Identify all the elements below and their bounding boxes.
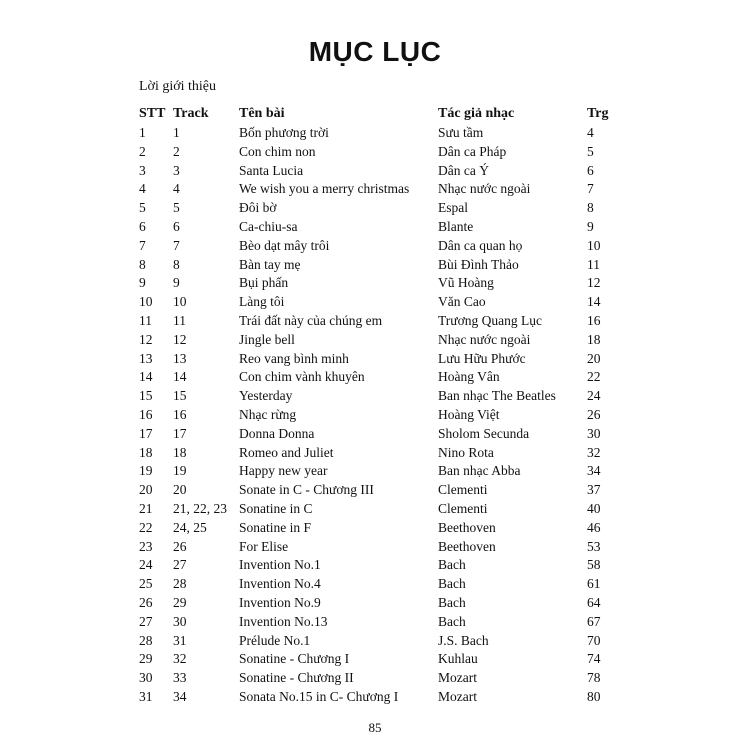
row-song-title: Happy new year — [239, 463, 328, 479]
row-author: Lưu Hữu Phước — [438, 350, 526, 366]
row-track: 18 — [173, 444, 187, 460]
table-row — [0, 500, 750, 519]
row-song-title: Bèo dạt mây trôi — [239, 237, 330, 253]
row-author: Sưu tầm — [438, 125, 484, 140]
row-stt: 22 — [139, 519, 153, 535]
row-track: 5 — [173, 200, 180, 216]
table-row — [0, 538, 750, 557]
row-page: 30 — [587, 425, 601, 441]
row-stt: 27 — [139, 613, 153, 629]
row-song-title: Romeo and Juliet — [239, 444, 334, 460]
row-page: 26 — [587, 406, 601, 422]
row-author: Clementi — [438, 482, 488, 498]
row-page: 70 — [587, 632, 601, 648]
row-author: Dân ca Pháp — [438, 143, 507, 159]
table-row — [0, 312, 750, 331]
row-song-title: Nhạc rừng — [239, 406, 297, 422]
row-stt: 11 — [139, 312, 152, 328]
row-author: J.S. Bach — [438, 632, 489, 648]
row-track: 17 — [173, 425, 187, 441]
row-song-title: Yesterday — [239, 388, 293, 404]
row-track: 8 — [173, 256, 180, 272]
row-song-title: Invention No.9 — [239, 594, 321, 610]
header-track: Track — [173, 106, 209, 121]
row-track: 16 — [173, 406, 187, 422]
row-stt: 4 — [139, 181, 146, 197]
row-stt: 12 — [139, 331, 153, 347]
row-song-title: Sonatine in C — [239, 500, 313, 516]
row-page: 18 — [587, 331, 601, 347]
row-stt: 26 — [139, 594, 153, 610]
table-row — [0, 218, 750, 237]
row-author: Kuhlau — [438, 651, 478, 667]
row-stt: 13 — [139, 350, 153, 366]
row-page: 8 — [587, 200, 594, 216]
row-stt: 6 — [139, 218, 146, 234]
table-row — [0, 143, 750, 162]
row-author: Clementi — [438, 500, 488, 516]
row-track: 33 — [173, 670, 187, 686]
row-song-title: Bàn tay mẹ — [239, 256, 301, 272]
row-page: 10 — [587, 237, 601, 253]
row-author: Vũ Hoàng — [438, 275, 494, 291]
header-title: Tên bài — [239, 106, 285, 121]
row-author: Mozart — [438, 670, 477, 686]
row-page: 24 — [587, 388, 601, 404]
row-track: 30 — [173, 613, 187, 629]
table-row — [0, 613, 750, 632]
row-stt: 18 — [139, 444, 153, 460]
row-track: 21, 22, 23 — [173, 500, 227, 516]
intro-entry: Lời giới thiệu — [139, 79, 217, 94]
row-author: Ban nhạc The Beatles — [438, 388, 556, 404]
table-row — [0, 406, 750, 425]
row-track: 34 — [173, 688, 187, 704]
table-row — [0, 632, 750, 651]
row-song-title: Đôi bờ — [239, 200, 277, 216]
row-page: 58 — [587, 557, 601, 573]
row-song-title: Bụi phấn — [239, 275, 289, 291]
table-row — [0, 331, 750, 350]
table-row — [0, 688, 750, 707]
row-song-title: Invention No.13 — [239, 613, 328, 629]
row-author: Bach — [438, 557, 466, 573]
row-stt: 21 — [139, 500, 153, 516]
table-row — [0, 180, 750, 199]
row-page: 11 — [587, 256, 600, 272]
table-row — [0, 350, 750, 369]
row-track: 15 — [173, 388, 187, 404]
row-stt: 9 — [139, 275, 146, 291]
row-author: Hoàng Việt — [438, 406, 500, 422]
row-page: 7 — [587, 181, 594, 197]
row-stt: 16 — [139, 406, 153, 422]
row-author: Trương Quang Lục — [438, 312, 542, 328]
row-song-title: Sonata No.15 in C- Chương I — [239, 688, 399, 704]
page-number: 85 — [368, 720, 382, 735]
row-song-title: Bốn phương trời — [239, 125, 329, 140]
row-stt: 10 — [139, 294, 153, 310]
row-stt: 19 — [139, 463, 153, 479]
header-page: Trg — [587, 106, 609, 121]
table-row — [0, 462, 750, 481]
row-page: 74 — [587, 651, 601, 667]
table-of-contents — [0, 104, 750, 707]
row-stt: 20 — [139, 482, 153, 498]
row-page: 14 — [587, 294, 601, 310]
row-track: 3 — [173, 162, 180, 178]
row-song-title: Con chim non — [239, 143, 316, 159]
row-author: Bùi Đình Thảo — [438, 256, 519, 272]
table-row — [0, 425, 750, 444]
row-page: 9 — [587, 218, 594, 234]
table-row — [0, 237, 750, 256]
table-row — [0, 669, 750, 688]
row-song-title: Invention No.4 — [239, 576, 321, 592]
row-stt: 31 — [139, 688, 153, 704]
row-stt: 1 — [139, 125, 146, 140]
row-author: Nino Rota — [438, 444, 494, 460]
row-stt: 8 — [139, 256, 146, 272]
row-song-title: Invention No.1 — [239, 557, 321, 573]
table-row — [0, 575, 750, 594]
row-page: 78 — [587, 670, 601, 686]
table-row — [0, 256, 750, 275]
row-author: Mozart — [438, 688, 477, 704]
row-track: 20 — [173, 482, 187, 498]
row-author: Beethoven — [438, 538, 496, 554]
row-track: 28 — [173, 576, 187, 592]
row-track: 27 — [173, 557, 187, 573]
row-track: 24, 25 — [173, 519, 207, 535]
row-song-title: Sonatine - Chương I — [239, 651, 350, 667]
row-track: 4 — [173, 181, 180, 197]
row-page: 20 — [587, 350, 601, 366]
row-track: 11 — [173, 312, 186, 328]
row-stt: 23 — [139, 538, 153, 554]
table-row — [0, 124, 750, 143]
row-page: 80 — [587, 688, 601, 704]
row-track: 19 — [173, 463, 187, 479]
row-author: Ban nhạc Abba — [438, 463, 521, 479]
table-row — [0, 387, 750, 406]
row-song-title: Sonate in C - Chương III — [239, 482, 374, 498]
row-author: Nhạc nước ngoài — [438, 331, 531, 347]
row-song-title: Sonatine - Chương II — [239, 670, 354, 686]
row-page: 61 — [587, 576, 601, 592]
row-author: Blante — [438, 218, 474, 234]
table-row — [0, 650, 750, 669]
header-stt: STT — [139, 106, 166, 121]
table-row — [0, 274, 750, 293]
row-stt: 7 — [139, 237, 146, 253]
row-track: 13 — [173, 350, 187, 366]
row-page: 22 — [587, 369, 601, 385]
row-author: Espal — [438, 200, 468, 216]
row-page: 4 — [587, 125, 594, 140]
row-page: 34 — [587, 463, 601, 479]
table-row — [0, 368, 750, 387]
row-page: 37 — [587, 482, 601, 498]
row-stt: 15 — [139, 388, 153, 404]
row-track: 10 — [173, 294, 187, 310]
row-page: 6 — [587, 162, 594, 178]
row-track: 2 — [173, 143, 180, 159]
header-author: Tác giả nhạc — [438, 106, 515, 121]
row-page: 5 — [587, 143, 594, 159]
row-song-title: Santa Lucia — [239, 162, 304, 178]
row-track: 9 — [173, 275, 180, 291]
row-song-title: Làng tôi — [239, 294, 285, 310]
row-author: Beethoven — [438, 519, 496, 535]
row-song-title: We wish you a merry christmas — [239, 181, 410, 197]
row-stt: 2 — [139, 143, 146, 159]
row-author: Dân ca Ý — [438, 162, 489, 178]
row-page: 40 — [587, 500, 601, 516]
row-author: Bach — [438, 576, 466, 592]
row-song-title: Jingle bell — [239, 331, 295, 347]
row-track: 7 — [173, 237, 180, 253]
row-page: 32 — [587, 444, 601, 460]
row-page: 64 — [587, 594, 601, 610]
row-song-title: Sonatine in F — [239, 519, 312, 535]
row-page: 46 — [587, 519, 601, 535]
row-page: 12 — [587, 275, 601, 291]
row-song-title: Donna Donna — [239, 425, 315, 441]
row-song-title: Ca-chiu-sa — [239, 218, 298, 234]
row-author: Sholom Secunda — [438, 425, 530, 441]
row-author: Nhạc nước ngoài — [438, 181, 531, 197]
table-row — [0, 199, 750, 218]
row-stt: 5 — [139, 200, 146, 216]
row-stt: 14 — [139, 369, 153, 385]
row-song-title: Reo vang bình minh — [239, 350, 349, 366]
page-title: MỤC LỤC — [308, 36, 442, 67]
row-track: 6 — [173, 218, 180, 234]
row-stt: 30 — [139, 670, 153, 686]
table-row — [0, 293, 750, 312]
row-track: 14 — [173, 369, 187, 385]
row-author: Bach — [438, 613, 466, 629]
row-song-title: Con chim vành khuyên — [239, 369, 365, 385]
row-track: 26 — [173, 538, 187, 554]
row-stt: 28 — [139, 632, 153, 648]
table-row — [0, 444, 750, 463]
row-author: Bach — [438, 594, 466, 610]
row-track: 1 — [173, 125, 180, 140]
row-track: 31 — [173, 632, 187, 648]
table-row — [0, 556, 750, 575]
row-stt: 25 — [139, 576, 153, 592]
row-song-title: Trái đất này của chúng em — [239, 312, 383, 328]
row-track: 32 — [173, 651, 187, 667]
row-page: 53 — [587, 538, 601, 554]
row-stt: 17 — [139, 425, 153, 441]
row-page: 16 — [587, 312, 601, 328]
row-author: Hoàng Vân — [438, 369, 500, 385]
row-stt: 24 — [139, 557, 153, 573]
row-song-title: For Elise — [239, 538, 289, 554]
table-row — [0, 519, 750, 538]
row-track: 12 — [173, 331, 187, 347]
row-song-title: Prélude No.1 — [239, 632, 311, 648]
row-page: 67 — [587, 613, 601, 629]
table-row — [0, 481, 750, 500]
table-row — [0, 162, 750, 181]
row-stt: 29 — [139, 651, 153, 667]
row-author: Dân ca quan họ — [438, 237, 523, 253]
row-track: 29 — [173, 594, 187, 610]
row-author: Văn Cao — [438, 294, 486, 310]
table-header — [0, 104, 750, 124]
row-stt: 3 — [139, 162, 146, 178]
table-row — [0, 594, 750, 613]
